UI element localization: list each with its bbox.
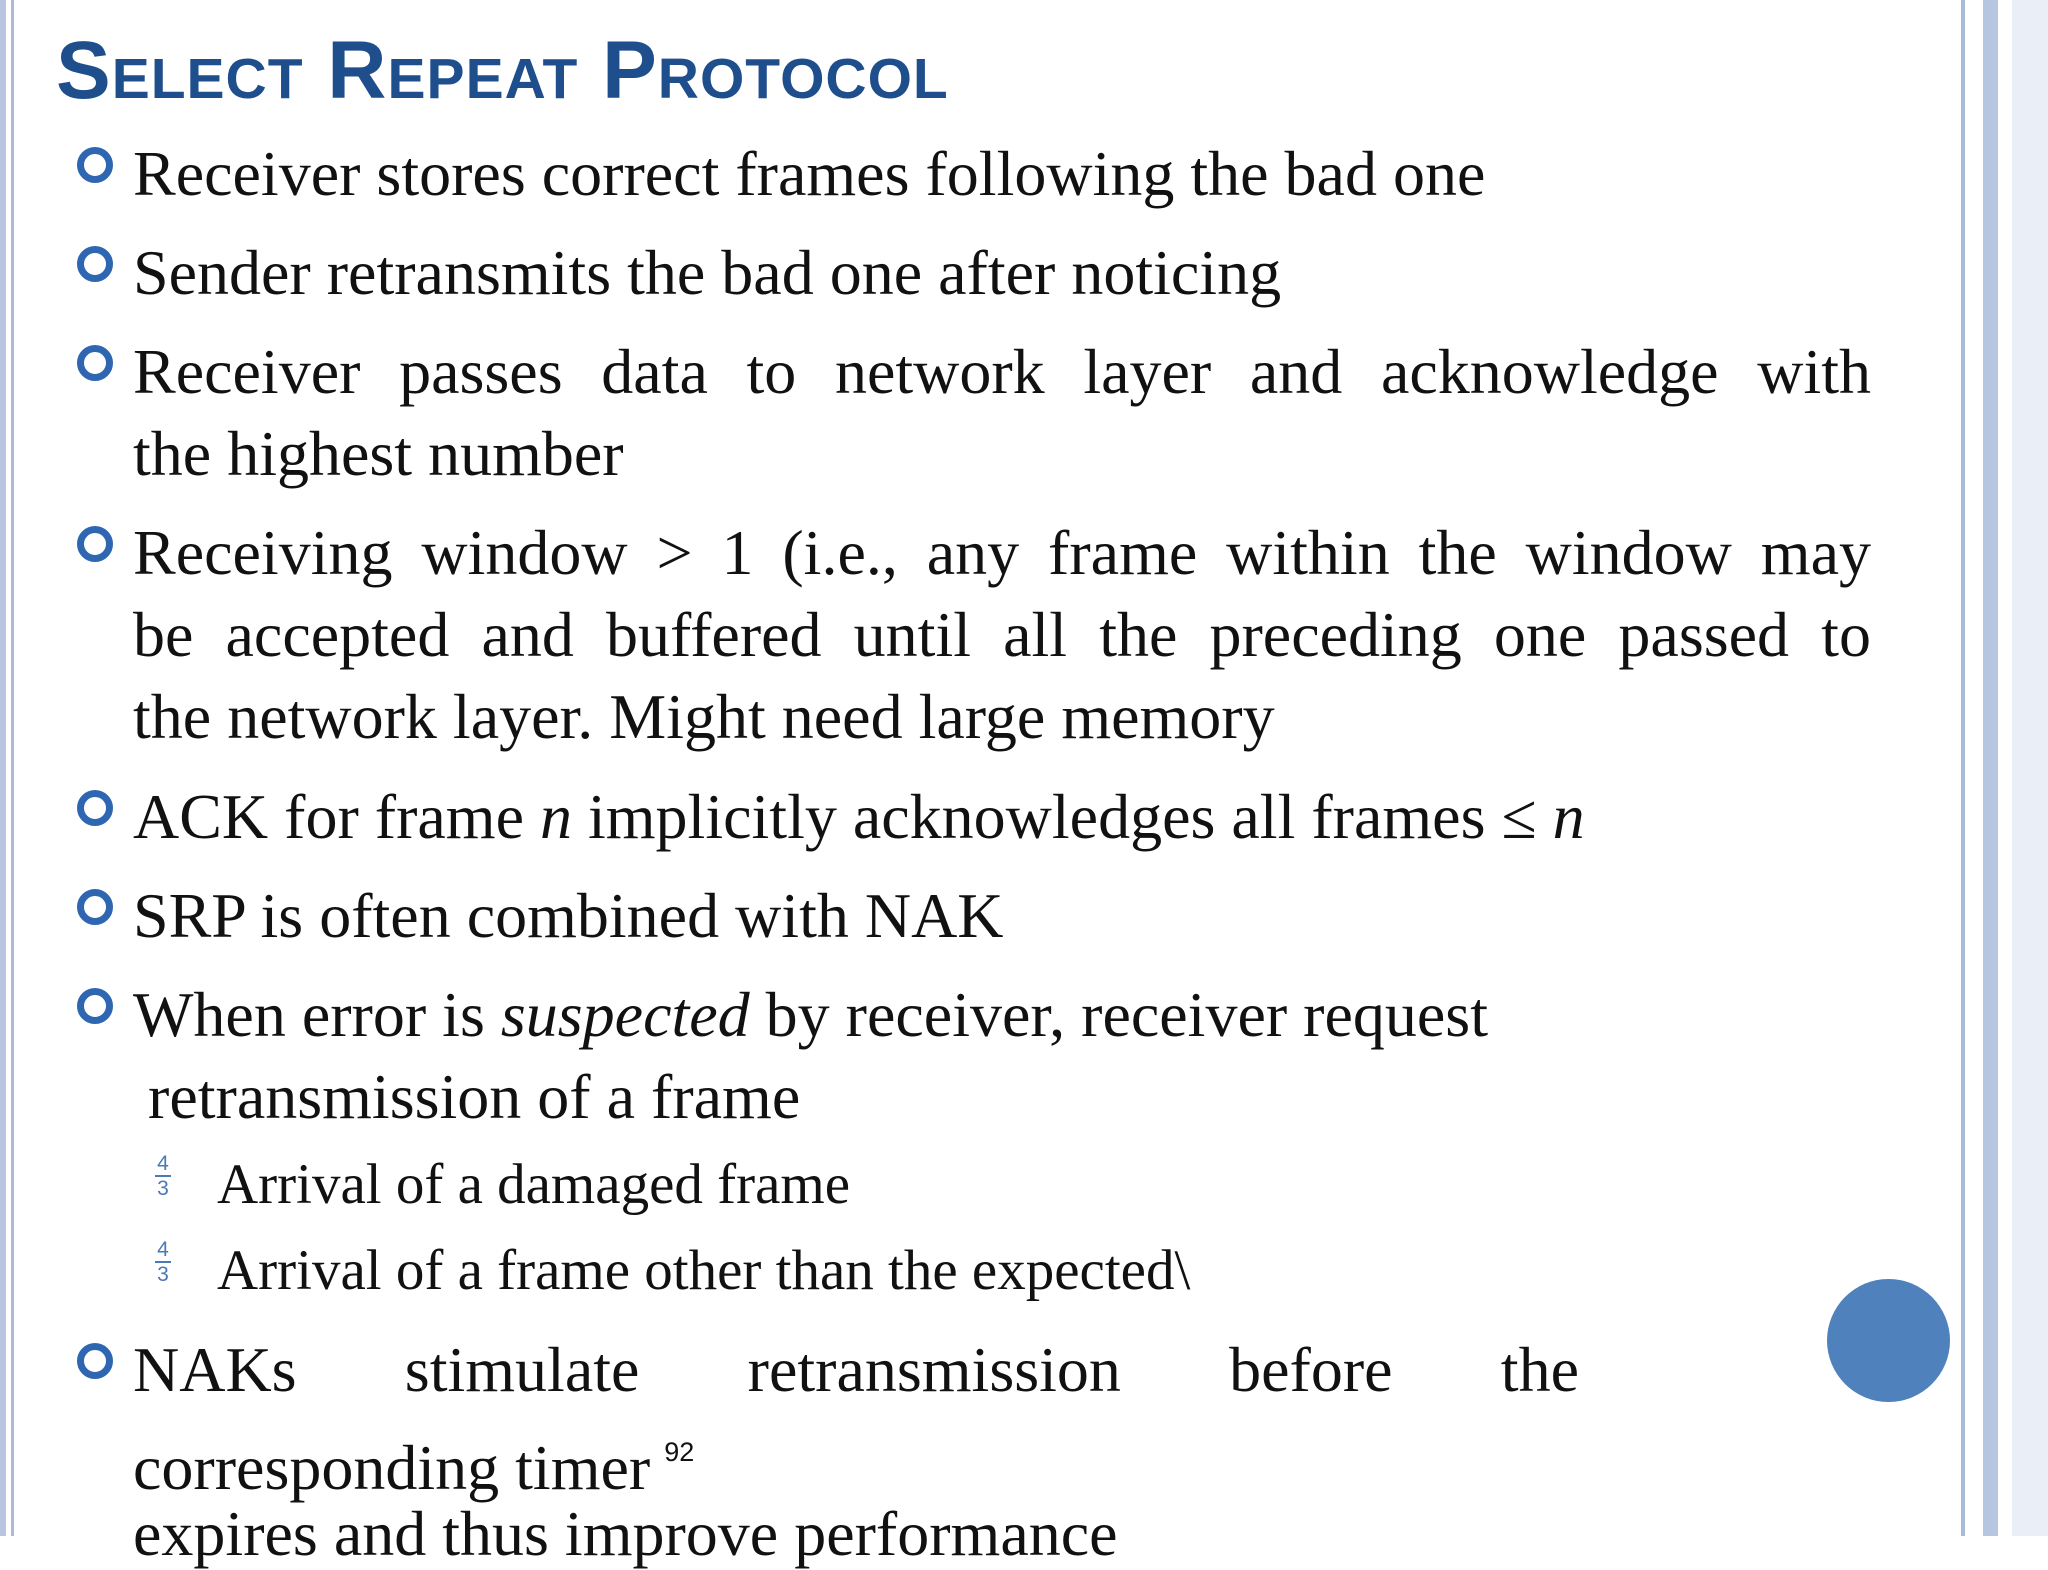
- fraction-marker-icon: 4 3: [152, 1153, 174, 1199]
- bullet-text-line: expires and thus improve performance: [133, 1498, 1118, 1569]
- bullet-word: >: [656, 517, 693, 588]
- page-number: 92: [664, 1437, 695, 1467]
- bullet-word: passed: [1618, 599, 1790, 670]
- slide-frame-left-outer: [0, 0, 6, 1536]
- bullet-text-line: the network layer. Might need large memory: [133, 681, 1275, 752]
- bullet-word: stimulate: [404, 1334, 640, 1405]
- bullet-word: the: [1500, 1334, 1579, 1405]
- slide-frame-right-inner: [1961, 0, 1965, 1536]
- bullet-text: Receiver stores correct frames following the bad one: [133, 138, 1486, 209]
- bullet-text-part: implicitly acknowledges all frames ≤: [571, 781, 1553, 852]
- bullet-text-line: [133, 517, 1871, 589]
- bullet-word: the: [1099, 599, 1178, 670]
- bullet-text-part: by receiver, receiver request: [749, 979, 1488, 1050]
- bullet-word: layer: [1083, 336, 1212, 407]
- bullet-text-part: When error is: [133, 979, 501, 1050]
- bullet-circle-icon: [77, 147, 113, 183]
- bullet-word: NAKs: [133, 1334, 297, 1405]
- bullet-word: within: [1226, 517, 1390, 588]
- bullet-word: preceding: [1209, 599, 1462, 670]
- bullet-text-line: retransmission of a frame: [148, 1061, 801, 1132]
- bullet-word: window: [421, 517, 628, 588]
- bullet-text-line: [133, 1416, 694, 1504]
- bullet-word: to: [746, 336, 797, 407]
- bullet-word: before: [1229, 1334, 1393, 1405]
- bullet-word: frame: [1048, 517, 1198, 588]
- bullet-circle-icon: [77, 246, 113, 282]
- bullet-text-line: [133, 599, 1871, 671]
- bullet-text: [133, 781, 1585, 853]
- bullet-word: one: [1493, 599, 1587, 670]
- bullet-text-part: corresponding timer: [133, 1432, 651, 1503]
- bullet-word: network: [834, 336, 1045, 407]
- bullet-word: any: [926, 517, 1020, 588]
- bullet-word: accepted: [225, 599, 450, 670]
- bullet-text: Sender retransmits the bad one after noticing: [133, 237, 1282, 308]
- bullet-text-part: ACK for frame: [133, 781, 540, 852]
- bullet-word: be: [133, 599, 194, 670]
- bullet-circle-icon: [77, 889, 113, 925]
- bullet-circle-icon: [77, 1343, 113, 1379]
- bullet-text-line: the highest number: [133, 418, 624, 489]
- bullet-text-line: [133, 979, 1488, 1051]
- bullet-word: Receiver: [133, 336, 361, 407]
- bullet-word: all: [1003, 599, 1068, 670]
- decorative-circle: [1827, 1279, 1950, 1402]
- bullet-text: SRP is often combined with NAK: [133, 880, 1004, 951]
- slide-frame-right-band: [1983, 0, 1998, 1536]
- fraction-marker-icon: 4 3: [152, 1239, 174, 1285]
- bullet-circle-icon: [77, 790, 113, 826]
- bullet-word: Receiving: [133, 517, 393, 588]
- slide-frame-left-inner: [11, 0, 14, 1536]
- slide-frame-right-outer: [2012, 0, 2048, 1536]
- bullet-word: the: [1418, 517, 1497, 588]
- bullet-word: 1: [721, 517, 754, 588]
- bullet-text-line: [133, 1334, 1579, 1406]
- bullet-word: passes: [399, 336, 563, 407]
- bullet-word: retransmission: [747, 1334, 1121, 1405]
- bullet-word: and: [481, 599, 574, 670]
- bullet-word: (i.e.,: [782, 517, 898, 588]
- bullet-word: data: [601, 336, 708, 407]
- math-variable: n: [539, 781, 572, 852]
- sub-bullet-text: Arrival of a damaged frame: [217, 1153, 851, 1216]
- bullet-text-line: [133, 336, 1871, 408]
- emphasis-text: suspected: [500, 979, 750, 1050]
- bullet-word: window: [1525, 517, 1732, 588]
- bullet-word: to: [1821, 599, 1871, 670]
- bullet-word: until: [853, 599, 971, 670]
- bullet-word: and: [1249, 336, 1343, 407]
- bullet-word: buffered: [605, 599, 822, 670]
- bullet-circle-icon: [77, 988, 113, 1024]
- slide-title: Select Repeat Protocol: [56, 25, 949, 116]
- math-variable: n: [1552, 781, 1585, 852]
- bullet-word: may: [1760, 517, 1871, 588]
- bullet-circle-icon: [77, 526, 113, 562]
- bullet-word: with: [1757, 336, 1871, 407]
- bullet-circle-icon: [77, 345, 113, 381]
- sub-bullet-text: Arrival of a frame other than the expected\: [217, 1239, 1191, 1302]
- bullet-word: acknowledge: [1380, 336, 1719, 407]
